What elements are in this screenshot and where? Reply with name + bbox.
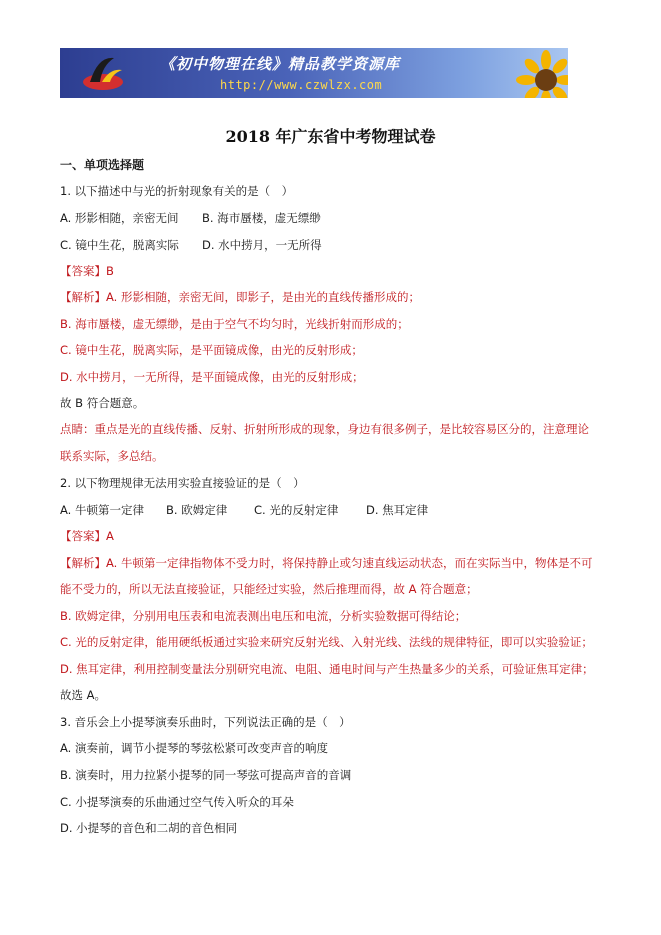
sunflower-icon [516, 50, 568, 98]
question-2-stem: 2. 以下物理规律无法用实验直接验证的是（ ） [60, 476, 305, 490]
question-1-tip-line: 点睛：重点是光的直线传播、反射、折射所形成的现象，身边有很多例子，是比较容易区分的，注意理论 [60, 422, 589, 436]
question-3-option-b: B. 演奏时，用力拉紧小提琴的同一琴弦可提高声音的音调 [60, 768, 352, 782]
question-2-option-b: B. 欧姆定律 [166, 503, 228, 517]
question-2-option-a: A. 牛顿第一定律 [60, 503, 144, 517]
question-2-option-c: C. 光的反射定律 [254, 503, 339, 517]
question-2-analysis-line: 【解析】A. 牛顿第一定律指物体不受力时，将保持静止或匀速直线运动状态，而在实际当中，物体是不可 [60, 556, 593, 570]
question-3-option-c: C. 小提琴演奏的乐曲通过空气传入听众的耳朵 [60, 795, 294, 809]
question-1-answer: 【答案】B [60, 264, 114, 278]
banner-url: http://www.czwlzx.com [220, 78, 383, 92]
question-2-analysis-line: C. 光的反射定律，能用硬纸板通过实验来研究反射光线、入射光线、法线的规律特征，即可以实验验证； [60, 635, 593, 649]
document-title: 2018 年广东省中考物理试卷 [225, 127, 436, 146]
question-1-analysis-line: D. 水中捞月，一无所得，是平面镜成像，由光的反射形成； [60, 370, 364, 384]
question-1-analysis-line: C. 镜中生花，脱离实际，是平面镜成像，由光的反射形成； [60, 343, 363, 357]
question-2-conclusion: 故选 A。 [60, 688, 107, 702]
question-1-options-row-1 [60, 211, 321, 225]
section-heading: 一、单项选择题 [60, 158, 145, 172]
question-1-option-c: C. 镜中生花，脱离实际 [60, 238, 179, 252]
question-1-options-row-2 [60, 238, 322, 252]
logo-icon [80, 52, 126, 94]
banner-title: 《初中物理在线》精品教学资源库 [160, 55, 401, 73]
question-1-stem: 1. 以下描述中与光的折射现象有关的是（ ） [60, 184, 294, 198]
question-3-option-a: A. 演奏前，调节小提琴的琴弦松紧可改变声音的响度 [60, 741, 328, 755]
question-1-option-b: B. 海市蜃楼，虚无缥缈 [202, 211, 321, 225]
question-1-option-d: D. 水中捞月，一无所得 [202, 238, 322, 252]
question-1-tip-line: 联系实际，多总结。 [60, 449, 164, 463]
question-2-option-d: D. 焦耳定律 [366, 503, 429, 517]
header-banner [60, 48, 568, 98]
question-1-analysis-line: B. 海市蜃楼，虚无缥缈，是由于空气不均匀时，光线折射而形成的； [60, 317, 409, 331]
question-1-analysis-line: 【解析】A. 形影相随，亲密无间，即影子，是由光的直线传播形成的； [60, 290, 420, 304]
question-3-stem: 3. 音乐会上小提琴演奏乐曲时，下列说法正确的是（ ） [60, 715, 351, 729]
question-1-conclusion: 故 B 符合题意。 [60, 396, 145, 410]
question-2-answer: 【答案】A [60, 529, 114, 543]
question-2-analysis-line: 能不受力的，所以无法直接验证，只能经过实验，然后推理而得，故 A 符合题意； [60, 582, 478, 596]
question-2-analysis-line: B. 欧姆定律，分别用电压表和电流表测出电压和电流，分析实验数据可得结论； [60, 609, 467, 623]
question-3-option-d: D. 小提琴的音色和二胡的音色相同 [60, 821, 238, 835]
question-1-option-a: A. 形影相随，亲密无间 [60, 211, 179, 225]
question-2-options [60, 503, 428, 517]
question-2-analysis-line: D. 焦耳定律，利用控制变量法分别研究电流、电阻、通电时间与产生热量多少的关系，可验证焦耳定律； [60, 662, 594, 676]
